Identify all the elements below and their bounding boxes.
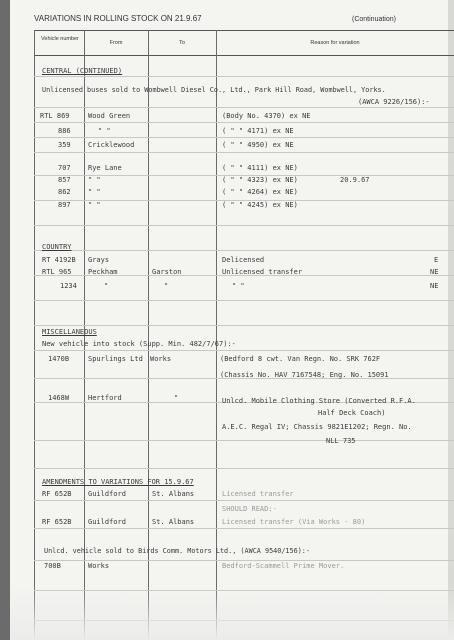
vehicle-number: RF 652B [42, 518, 72, 526]
ruled-line [34, 225, 454, 226]
vehicle-number: 862 [58, 188, 71, 196]
reason-text: Bedford-Scammell Prime Mover. [222, 562, 345, 570]
scan-shadow-edge [0, 0, 10, 640]
col-vehicle-header: Vehicle number [41, 36, 79, 42]
from-garage: " " [88, 201, 101, 209]
to-garage: St. Albans [152, 518, 195, 526]
scan-right-edge [448, 0, 454, 640]
to-garage: St. Albans [152, 490, 195, 498]
vehicle-number: RTL 965 [42, 268, 72, 276]
misc-intro: New vehicle into stock (Supp. Min. 482/7/67):- [42, 340, 236, 348]
vehicle-number: 1470B [48, 355, 70, 363]
from-garage: Spurlings Ltd [88, 355, 143, 363]
vehicle-number: 886 [58, 127, 71, 135]
ruled-line [34, 250, 454, 251]
ruled-line [34, 528, 454, 529]
vehicle-number: 359 [58, 141, 71, 149]
header-bottom-rule [34, 55, 454, 56]
reason-text: ( " " 4323) ex NE) [222, 176, 298, 184]
ruled-line [34, 76, 454, 77]
vehicle-number: 857 [58, 176, 71, 184]
vehicle-number: 707 [58, 164, 71, 172]
central-date-note: 20.9.67 [340, 176, 370, 184]
ruled-line [34, 350, 454, 351]
reason-text: Unlicensed transfer [222, 268, 303, 276]
from-garage: " " [88, 176, 101, 184]
reason-text-line2: (Chassis No. HAV 7167548; Eng. No. 15091 [220, 371, 389, 379]
reason-text: Licensed transfer [222, 490, 294, 498]
from-garage: Grays [88, 256, 110, 264]
reason-text: SHOULD READ:- [222, 505, 277, 513]
from-garage: " " [98, 127, 111, 135]
reason-text: ( " " 4950) ex NE [222, 141, 294, 149]
from-garage: Cricklewood [88, 141, 135, 149]
reason-text-line2: Half Deck Coach) [318, 409, 386, 417]
status-code: NE [430, 268, 439, 276]
reason-text: (Bedford 8 cwt. Van Regn. No. SRK 762F [220, 355, 381, 363]
ruled-line [34, 122, 454, 123]
reason-text: " " [232, 282, 245, 290]
sold-intro: Unlcd. vehicle sold to Birds Comm. Motors Ltd., (AWCA 9540/156):- [44, 547, 310, 555]
vehicle-number: RTL 869 [40, 112, 70, 120]
ruled-line [34, 107, 454, 108]
from-garage: " [104, 282, 109, 290]
ruled-line [34, 500, 454, 501]
central-intro-ref: (AWCA 9226/156):- [358, 98, 430, 106]
scan-bottom-fade [10, 585, 454, 640]
from-garage: Peckham [88, 268, 118, 276]
vehicle-number: 700B [44, 562, 61, 570]
reason-text: Licensed transfer (Via Works - 80) [222, 518, 366, 526]
from-garage: " " [88, 188, 101, 196]
ruled-line [34, 560, 454, 561]
from-garage: Guildford [88, 518, 126, 526]
to-garage: Works [150, 355, 172, 363]
country-heading: COUNTRY [42, 243, 72, 251]
ruled-line [34, 325, 454, 326]
to-garage: " [164, 282, 169, 290]
vehicle-number: RT 4192B [42, 256, 76, 264]
central-intro: Unlicensed buses sold to Wombwell Diesel Co., Ltd., Park Hill Road, Wombwell, Yorks. [42, 86, 386, 94]
vehicle-number: RF 652B [42, 490, 72, 498]
ruled-line [34, 468, 454, 469]
col-reason-header: Reason for variation [310, 40, 360, 46]
from-garage: Works [88, 562, 110, 570]
status-code: NE [430, 282, 439, 290]
status-code: E [434, 256, 439, 264]
vehicle-number: 897 [58, 201, 71, 209]
to-garage: " [174, 394, 179, 402]
header-top-rule [34, 30, 454, 31]
col-from-header: From [109, 40, 123, 46]
document-title: VARIATIONS IN ROLLING STOCK ON 21.9.67 [34, 14, 202, 23]
misc-heading: MISCELLANEOUS [42, 328, 97, 336]
vehicle-number: 1234 [60, 282, 77, 290]
vehicle-number: 1468W [48, 394, 70, 402]
from-garage: Wood Green [88, 112, 131, 120]
amend-heading: AMENDMENTS TO VARIATIONS FOR 15.9.67 [42, 478, 194, 486]
reason-text: ( " " 4245) ex NE) [222, 201, 298, 209]
from-garage: Rye Lane [88, 164, 122, 172]
central-heading: CENTRAL (CONTINUED) [42, 67, 123, 75]
reason-text: Unlcd. Mobile Clothing Store (Converted R.F.A. [222, 397, 416, 405]
ruled-line [34, 152, 454, 153]
reason-text: ( " " 4171) ex NE [222, 127, 294, 135]
ruled-line [34, 137, 454, 138]
reason-text-line3: A.E.C. Regal IV; Chassis 9821E1202; Regn. No. [222, 423, 412, 431]
reason-text: (Body No. 4370) ex NE [222, 112, 311, 120]
reason-text: ( " " 4264) ex NE) [222, 188, 298, 196]
ruled-line [34, 300, 454, 301]
reason-text: ( " " 4111) ex NE) [222, 164, 298, 172]
continuation-label: (Continuation) [352, 16, 396, 23]
from-garage: Guildford [88, 490, 126, 498]
to-garage: Garston [152, 268, 182, 276]
reason-text-line4: NLL 735 [326, 437, 356, 445]
col-to-header: To [179, 40, 185, 46]
ruled-line [34, 440, 454, 441]
reason-text: Delicensed [222, 256, 265, 264]
from-garage: Hertford [88, 394, 122, 402]
